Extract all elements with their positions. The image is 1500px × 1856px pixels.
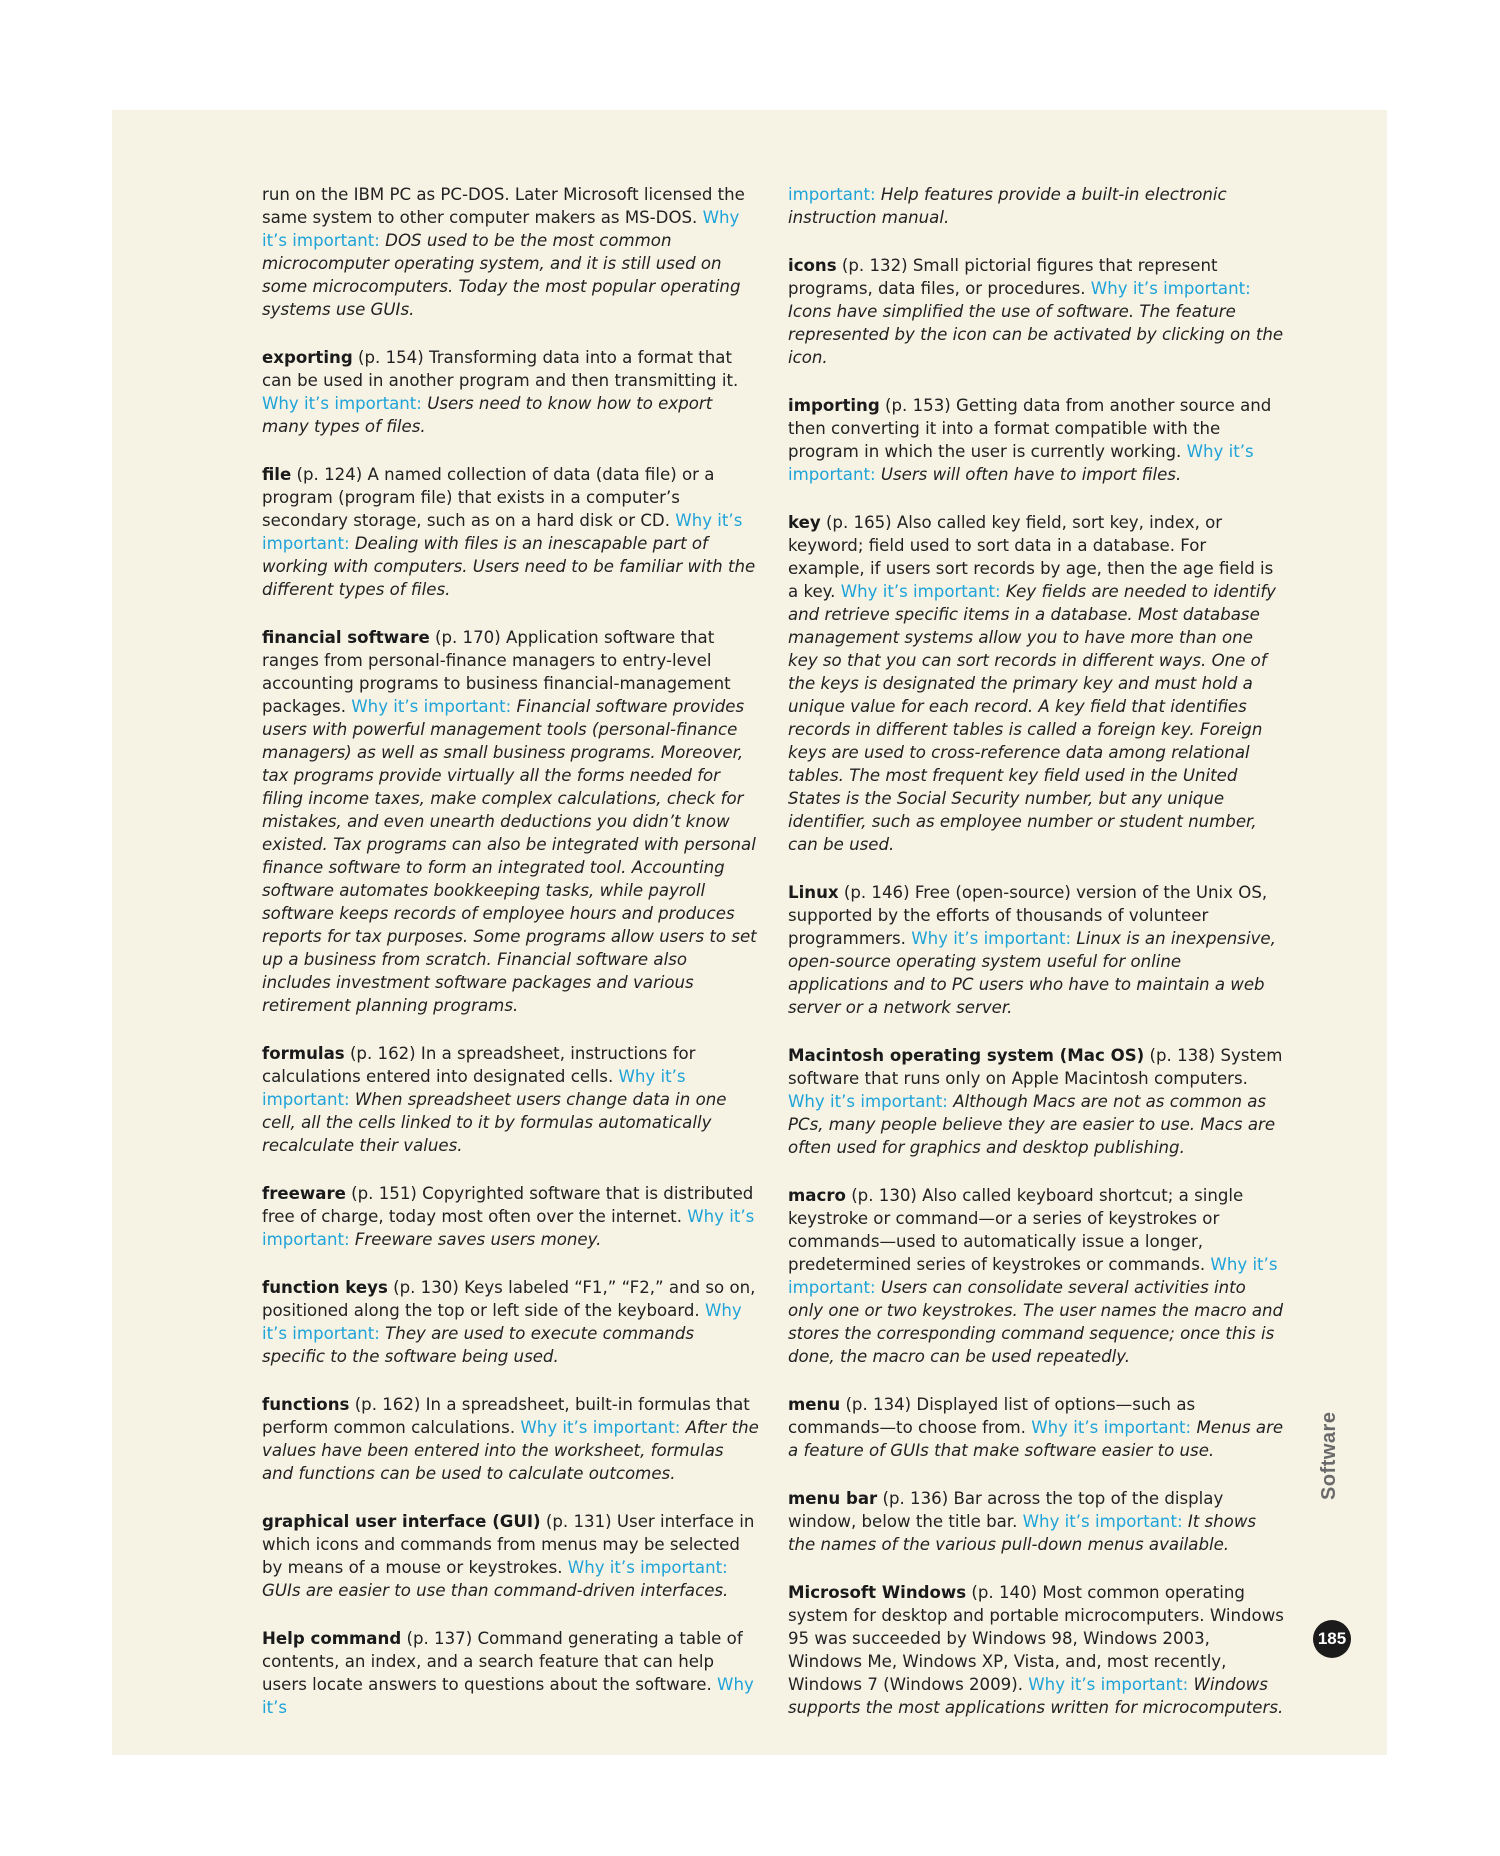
term-label: Help command: [262, 1629, 402, 1648]
glossary-entry-mac-os: Macintosh operating system (Mac OS) (p. 138) System software that runs only on Apple Macintosh computers. Why it’s important: Although Macs are not as common as PCs, many people believe they are easier to use. Macs are often used for graphics and desktop publishing.: [788, 1046, 1283, 1157]
term-label: graphical user interface (GUI): [262, 1512, 541, 1531]
glossary-entry-menu: menu (p. 134) Displayed list of options—such as commands—to choose from. Why it’s important: Menus are a feature of GUIs that make software easier to use.: [788, 1395, 1284, 1460]
glossary-entry-icons: icons (p. 132) Small pictorial figures that represent programs, data files, or procedures. Why it’s important: Icons have simplified the use of software. The feature represented by the icon can be activated by clicking on the icon.: [788, 256, 1284, 367]
glossary-entry-help-continued: important: Help features provide a built-in electronic instruction manual.: [788, 185, 1227, 227]
section-side-label: Software: [1318, 1411, 1340, 1500]
term-label: formulas: [262, 1044, 345, 1063]
glossary-entry-help-command: Help command (p. 137) Command generating a table of contents, an index, and a search feature that can help users locate answers to questions about the software. Why it’s: [262, 1629, 754, 1717]
term-label: freeware: [262, 1184, 346, 1203]
term-label: function keys: [262, 1278, 388, 1297]
glossary-entry-linux: Linux (p. 146) Free (open-source) version of the Unix OS, supported by the efforts of thousands of volunteer programmers. Why it’s important: Linux is an inexpensive, open-source operating system useful for online applications and to PC users who have to maintain a web server or a network server.: [788, 883, 1276, 1017]
term-label: file: [262, 465, 292, 484]
term-label: financial software: [262, 628, 430, 647]
term-label: macro: [788, 1186, 846, 1205]
glossary-entry: run on the IBM PC as PC-DOS. Later Microsoft licensed the same system to other computer makers as MS-DOS. Why it’s important: DOS used to be the most common microcomputer operating system, and it is still used on some microcomputers. Today the most popular operating systems use GUIs.: [262, 185, 745, 319]
term-label: key: [788, 513, 821, 532]
glossary-entry-formulas: formulas (p. 162) In a spreadsheet, instructions for calculations entered into designated cells. Why it’s important: When spreadsheet users change data in one cell, all the cells linked to it by formulas automatically recalculate their values.: [262, 1044, 727, 1155]
page-number-badge: 185: [1313, 1620, 1351, 1658]
glossary-entry-importing: importing (p. 153) Getting data from another source and then converting it into a format compatible with the program in which the user is currently working. Why it’s important: Users will often have to import files.: [788, 396, 1272, 484]
glossary-entry-functions: functions (p. 162) In a spreadsheet, built-in formulas that perform common calculations. Why it’s important: After the values have been entered into the worksheet, formulas and functions can be used to calculate outcomes.: [262, 1395, 759, 1483]
term-label: menu bar: [788, 1489, 878, 1508]
glossary-entry-key: key (p. 165) Also called key field, sort key, index, or keyword; field used to sort data in a database. For example, if users sort records by age, then the age field is a key. Why it’s important: Key fields are needed to identify and retrieve specific items in a database. Most database management systems allow you to have more than one key so that you can sort records in different ways. One of the keys is designated the primary key and must hold a unique value for each record. A key field that identifies records in different tables is called a foreign key. Foreign keys are used to cross-reference data among relational tables. The most frequent key field used in the United States is the Social Security number, but any unique identifier, such as employee number or student number, can be used.: [788, 513, 1277, 854]
right-column: [788, 183, 1286, 1744]
term-label: exporting: [262, 348, 353, 367]
glossary-entry-function-keys: function keys (p. 130) Keys labeled “F1,” “F2,” and so on, positioned along the top or left side of the keyboard. Why it’s important: They are used to execute commands specific to the software being used.: [262, 1278, 756, 1366]
left-column: [262, 183, 760, 1744]
glossary-entry-macro: macro (p. 130) Also called keyboard shortcut; a single keystroke or command—or a series of keystrokes or commands—used to automatically issue a longer, predetermined series of keystrokes or commands. Why it’s important: Users can consolidate several activities into only one or two keystrokes. The user names the macro and stores the corresponding command sequence; once this is done, the macro can be used repeatedly.: [788, 1186, 1284, 1366]
term-label: Microsoft Windows: [788, 1583, 967, 1602]
term-label: importing: [788, 396, 880, 415]
term-label: Linux: [788, 883, 839, 902]
term-label: menu: [788, 1395, 841, 1414]
page-background: [112, 110, 1387, 1755]
term-label: functions: [262, 1395, 350, 1414]
term-label: Macintosh operating system (Mac OS): [788, 1046, 1145, 1065]
glossary-entry-freeware: freeware (p. 151) Copyrighted software that is distributed free of charge, today most often over the internet. Why it’s important: Freeware saves users money.: [262, 1184, 755, 1249]
glossary-entry-file: file (p. 124) A named collection of data (data file) or a program (program file) that exists in a computer’s secondary storage, such as on a hard disk or CD. Why it’s important: Dealing with files is an inescapable part of working with computers. Users need to be familiar with the different types of files.: [262, 465, 756, 599]
glossary-entry-financial-software: financial software (p. 170) Application software that ranges from personal-finance managers to entry-level accounting programs to business financial-management packages. Why it’s important: Financial software provides users with powerful management tools (personal-finance managers) as well as small business programs. Moreover, tax programs provide virtually all the forms needed for filing income taxes, make complex calculations, check for mistakes, and even unearth deductions you didn’t know existed. Tax programs can also be integrated with personal finance software to form an integrated tool. Accounting software automates bookkeeping tasks, while payroll software keeps records of employee hours and produces reports for tax purposes. Some programs allow users to set up a business from scratch. Financial software also includes investment software packages and various retirement planning programs.: [262, 628, 757, 1015]
glossary-entry-menu-bar: menu bar (p. 136) Bar across the top of the display window, below the title bar. Why it’s important: It shows the names of the various pull-down menus available.: [788, 1489, 1257, 1554]
term-label: icons: [788, 256, 837, 275]
glossary-entry-exporting: exporting (p. 154) Transforming data into a format that can be used in another program and then transmitting it. Why it’s important: Users need to know how to export many types of files.: [262, 348, 739, 436]
glossary-entry-microsoft-windows: Microsoft Windows (p. 140) Most common operating system for desktop and portable microcomputers. Windows 95 was succeeded by Windows 98, Windows 2003, Windows Me, Windows XP, Vista, and, most recently, Windows 7 (Windows 2009). Why it’s important: Windows supports the most applications written for microcomputers.: [788, 1583, 1284, 1717]
glossary-entry-gui: graphical user interface (GUI) (p. 131) User interface in which icons and commands from menus may be selected by means of a mouse or keystrokes. Why it’s important: GUIs are easier to use than command-driven interfaces.: [262, 1512, 755, 1600]
